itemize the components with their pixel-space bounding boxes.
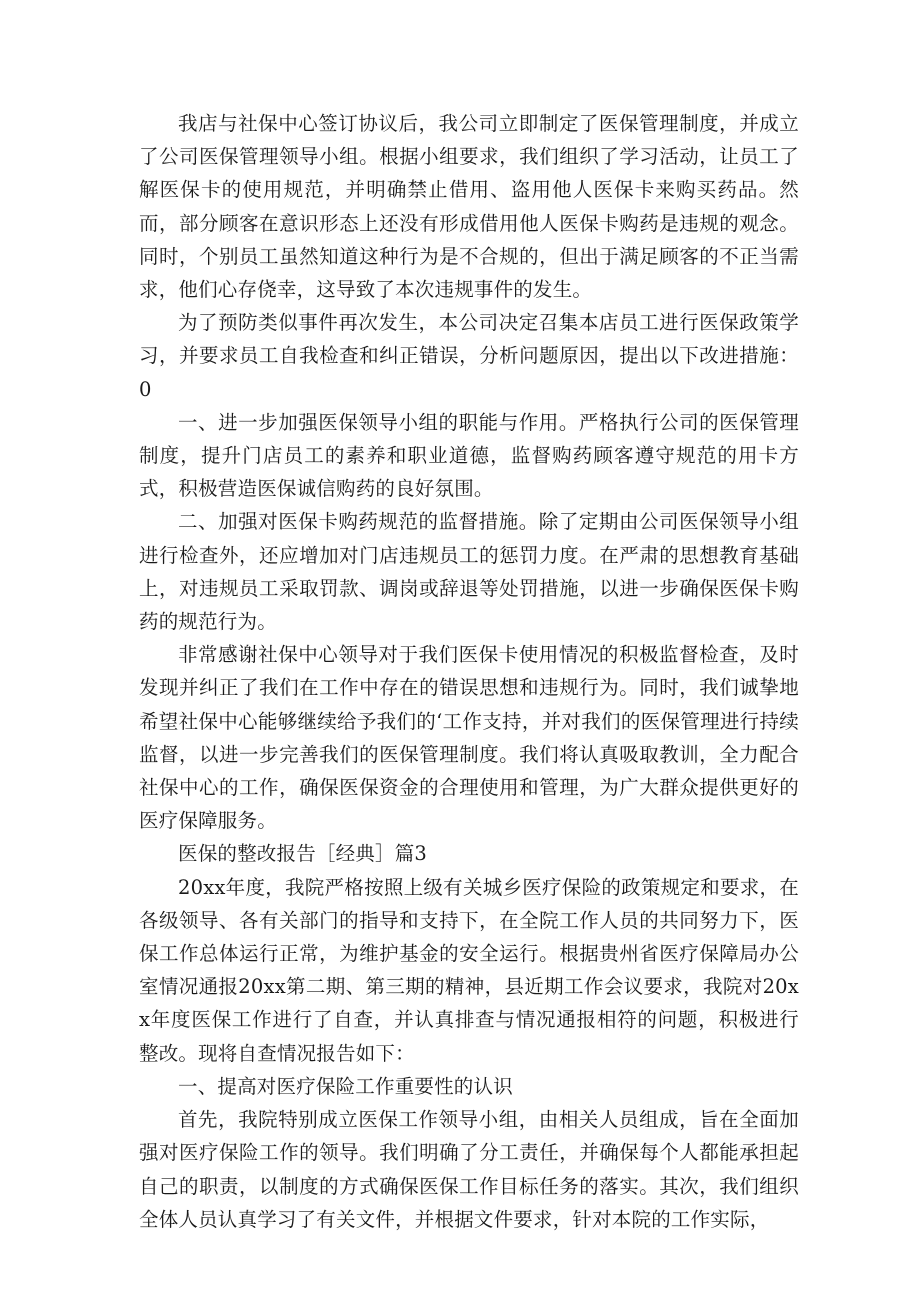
paragraph-prevention: 为了预防类似事件再次发生，本公司决定召集本店员工进行医保政策学习，并要求员工自我检查和纠正错误，分析问题原因，提出以下改进措施：0 xyxy=(139,311,799,401)
paragraph-measure-one: 一、进一步加强医保领导小组的职能与作用。严格执行公司的医保管理制度，提升门店员工的素养和职业道德，监督购药顾客遵守规范的用卡方式，积极营造医保诚信购药的良好氛围。 xyxy=(139,410,799,501)
paragraph-annual-review: 20xx年度，我院严格按照上级有关城乡医疗保险的政策规定和要求，在各级领导、各有关部门的指导和支持下，在全院工作人员的共同努力下，医保工作总体运行正常，为维护基金的安全运行。根据贵州省医疗保障局办公室情况通报20xx第二期、第三期的精神，县近期工作会议要求，我院对20xx年度医保工作进行了自查，并认真排查与情况通报相符的问题，积极进行整改。现将自查情况报告如下： xyxy=(139,875,799,1065)
paragraph-leadership-group: 首先，我院特别成立医保工作领导小组，由相关人员组成，旨在全面加强对医疗保险工作的领导。我们明确了分工责任，并确保每个人都能承担起自己的职责，以制度的方式确保医保工作目标任务的落实。其次，我们组织全体人员认真学习了有关文件，并根据文件要求，针对本院的工作实际， xyxy=(139,1108,799,1231)
section-title: 医保的整改报告［经典］篇3 xyxy=(178,842,428,866)
paragraph-agreement: 我店与社保中心签订协议后，我公司立即制定了医保管理制度，并成立了公司医保管理领导小组。根据小组要求，我们组织了学习活动，让员工了解医保卡的使用规范，并明确禁止借用、盗用他人医保卡来购买药品。然而，部分顾客在意识形态上还没有形成借用他人医保卡购药是违规的观念。同时，个别员工虽然知道这种行为是不合规的，但出于满足顾客的不正当需求，他们心存侥幸，这导致了本次违规事件的发生。 xyxy=(139,112,799,302)
paragraph-thanks: 非常感谢社保中心领导对于我们医保卡使用情况的积极监督检查，及时发现并纠正了我们在工作中存在的错误思想和违规行为。同时，我们诚挚地希望社保中心能够继续给予我们的‘工作支持，并对我们的医保管理进行持续监督，以进一步完善我们的医保管理制度。我们将认真吸取教训，全力配合社保中心的工作，确保医保资金的合理使用和管理，为广大群众提供更好的医疗保障服务。 xyxy=(139,643,799,833)
paragraph-measure-two: 二、加强对医保卡购药规范的监督措施。除了定期由公司医保领导小组进行检查外，还应增加对门店违规员工的惩罚力度。在严肃的思想教育基础上，对违规员工采取罚款、调岗或辞退等处罚措施，以进一步确保医保卡购药的规范行为。 xyxy=(139,510,799,634)
document-body xyxy=(139,107,799,1236)
subsection-heading: 一、提高对医疗保险工作重要性的认识 xyxy=(178,1074,513,1098)
